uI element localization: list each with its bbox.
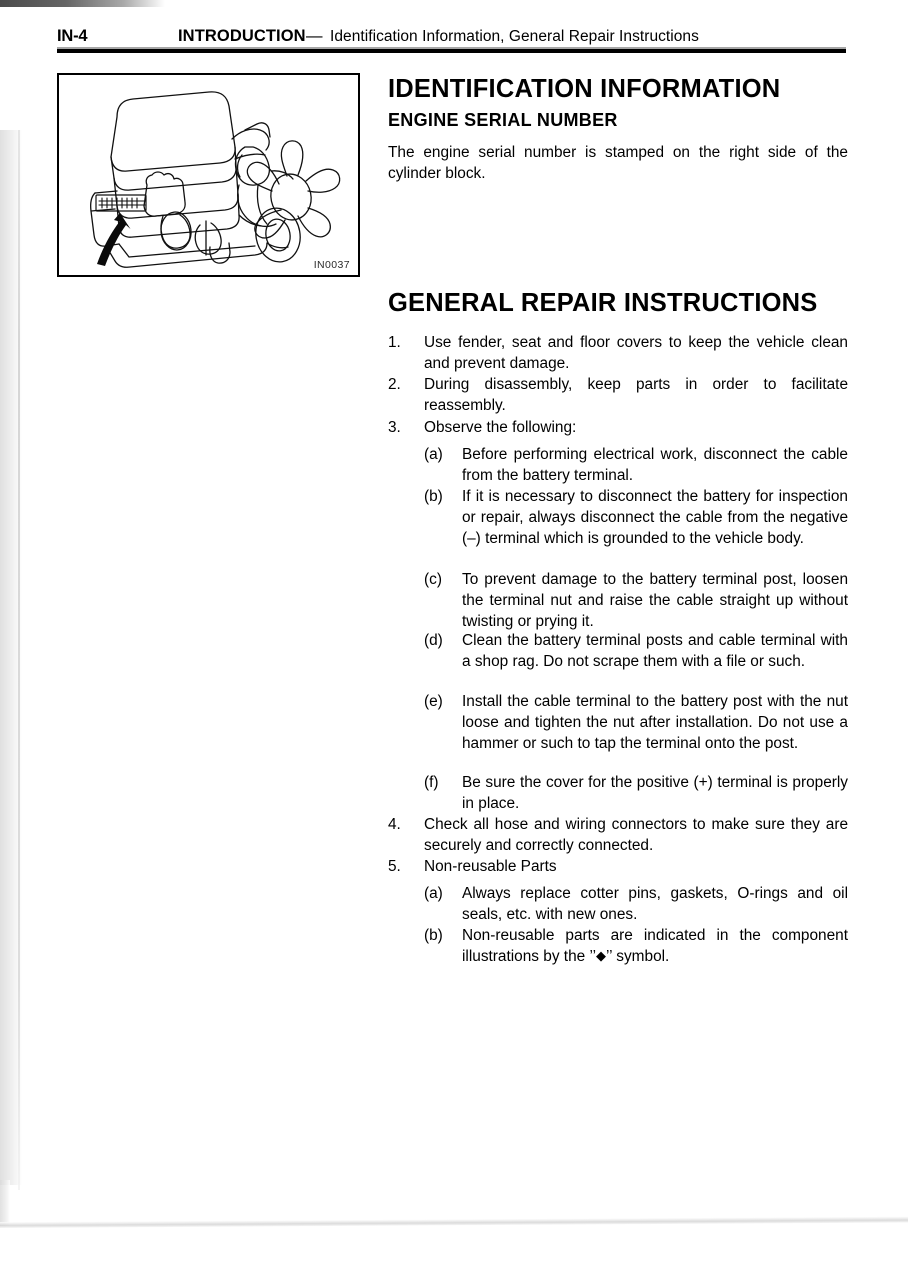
figure-code: IN0037 [313, 259, 350, 271]
scan-artifact-corner [0, 1180, 10, 1226]
instruction-text: If it is necessary to disconnect the battery for inspection or repair, always disconnect the cable from the negative (–) terminal which is grounded to the vehicle body. [462, 488, 848, 547]
scan-artifact-bottom-edge [0, 1216, 908, 1228]
subsection-heading-engine-serial-number: ENGINE SERIAL NUMBER [388, 110, 618, 130]
instruction-marker: (c) [424, 571, 442, 588]
instruction-item-1 [388, 333, 848, 375]
chapter-title: INTRODUCTION [178, 27, 306, 45]
instruction-marker: (a) [424, 446, 443, 463]
engine-illustration-figure [57, 73, 360, 277]
instruction-item-3d [424, 631, 848, 673]
instruction-text: Non-reusable Parts [424, 858, 557, 875]
instruction-item-4 [388, 815, 848, 857]
instruction-text: Always replace cotter pins, gaskets, O-rings and oil seals, etc. with new ones. [462, 885, 848, 923]
instruction-marker: (d) [424, 632, 443, 649]
instruction-item-5b [424, 926, 848, 968]
page-bottom-margin [0, 1228, 908, 1284]
instruction-text: Install the cable terminal to the battery post with the nut loose and tighten the nut after installation. Do not use a hammer or such to tap the terminal onto the post. [462, 693, 848, 752]
instruction-text-composite [462, 926, 848, 968]
section-heading-general-repair-instructions: GENERAL REPAIR INSTRUCTIONS [388, 289, 818, 317]
instruction-text: Check all hose and wiring connectors to make sure they are securely and correctly connected. [424, 816, 848, 854]
instruction-item-3f [424, 773, 848, 815]
instruction-item-3e [424, 692, 848, 754]
instruction-marker: (f) [424, 774, 439, 791]
instruction-marker: (e) [424, 693, 443, 710]
engine-serial-number-body: The engine serial number is stamped on the right side of the cylinder block. [388, 144, 848, 182]
header-dash: — [306, 27, 323, 45]
instruction-marker: 2. [388, 376, 401, 393]
instruction-item-3 [388, 418, 848, 439]
instruction-item-3c [424, 570, 848, 632]
non-reusable-part-diamond-icon: ◆ [596, 947, 607, 963]
page-number: IN-4 [57, 27, 88, 45]
instruction-marker: (a) [424, 885, 443, 902]
section-heading-identification: IDENTIFICATION INFORMATION [388, 75, 781, 103]
page-header [0, 27, 908, 49]
instruction-text: Before performing electrical work, disconnect the cable from the battery terminal. [462, 446, 848, 484]
header-rule [57, 49, 846, 53]
instruction-marker: 5. [388, 858, 401, 875]
instruction-text: Be sure the cover for the positive (+) terminal is properly in place. [462, 774, 848, 812]
instruction-marker: 1. [388, 334, 401, 351]
instruction-text: To prevent damage to the battery terminal post, loosen the terminal nut and raise the cable straight up without twisting or prying it. [462, 571, 848, 630]
instruction-marker: (b) [424, 927, 443, 944]
instruction-marker: 3. [388, 419, 401, 436]
instruction-item-5 [388, 857, 848, 878]
scan-artifact-top [0, 0, 165, 7]
instruction-text: Clean the battery terminal posts and cable terminal with a shop rag. Do not scrape them with a file or such. [462, 632, 848, 670]
instruction-marker: (b) [424, 488, 443, 505]
instruction-item-5a [424, 884, 848, 926]
instruction-item-2 [388, 375, 848, 417]
instruction-item-3a [424, 445, 848, 487]
instruction-marker: 4. [388, 816, 401, 833]
engine-diagram-svg [59, 75, 358, 275]
instruction-item-3b [424, 487, 848, 549]
scan-artifact-left-edge [18, 130, 20, 1190]
instruction-text-after: ’’ symbol. [606, 947, 670, 965]
instruction-text: During disassembly, keep parts in order to facilitate reassembly. [424, 376, 848, 414]
instruction-text: Observe the following: [424, 419, 577, 436]
instruction-text: Use fender, seat and floor covers to keep the vehicle clean and prevent damage. [424, 334, 848, 372]
header-subtitle: Identification Information, General Repair Instructions [330, 28, 699, 45]
instruction-text-before: Non-reusable parts are indicated in the component illustrations by the ’’ [462, 927, 848, 965]
